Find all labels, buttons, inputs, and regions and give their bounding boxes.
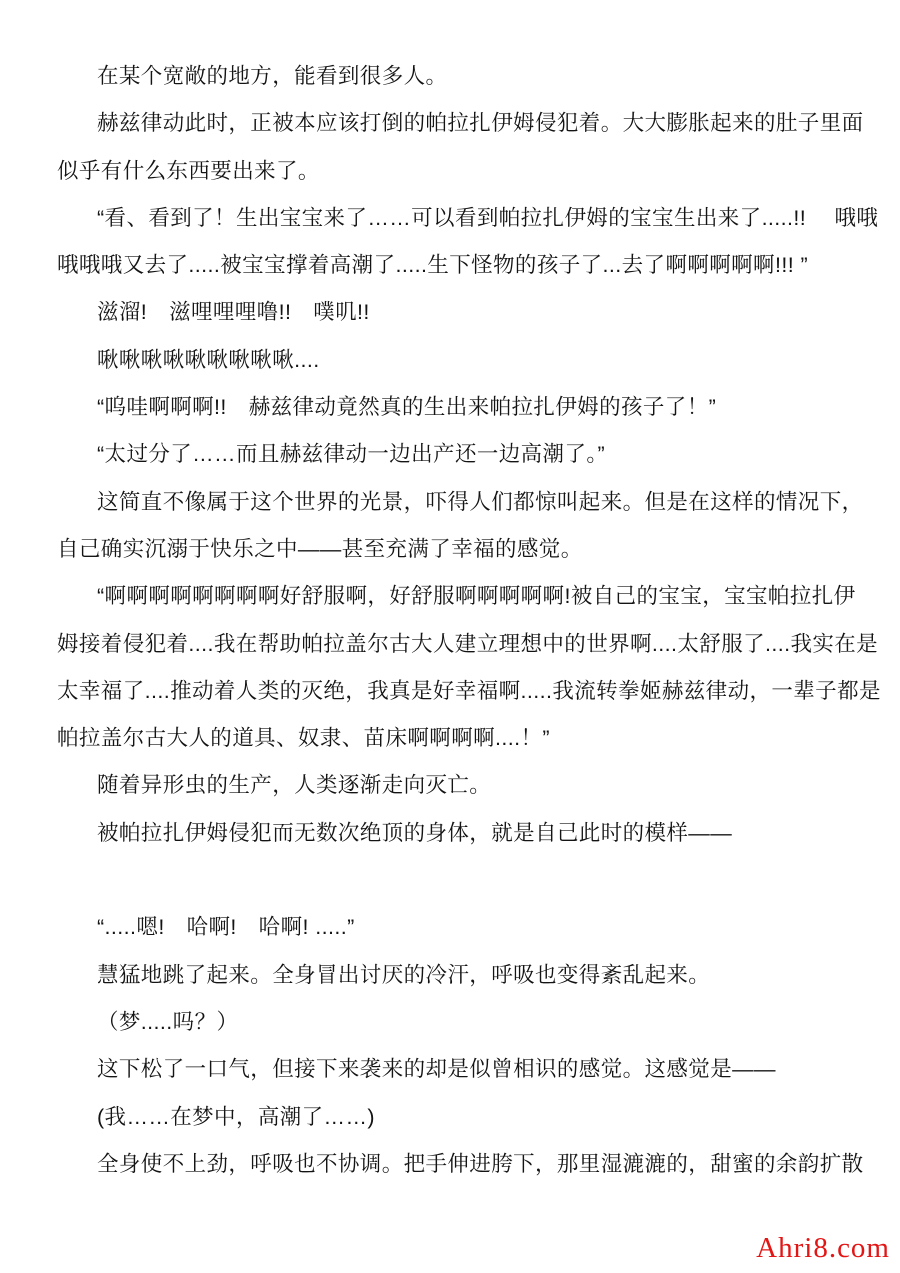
text-line: 哦哦哦又去了.....被宝宝撑着高潮了.....生下怪物的孩子了...去了啊啊啊啊啊!!! ” [57,253,809,278]
text-line: 这下松了一口气，但接下来袭来的却是似曾相识的感觉。这感觉是—— [97,1057,776,1082]
text-line: “.....嗯! 哈啊! 哈啊! .....” [97,915,355,940]
text-line: “看、看到了！生出宝宝来了……可以看到帕拉扎伊姆的宝宝生出来了.....!! 哦哦 [97,205,879,230]
blank-line [57,857,850,904]
text-line: 这简直不像属于这个世界的光景，吓得人们都惊叫起来。但是在这样的情况下， [97,489,864,514]
text-line: 滋溜! 滋哩哩哩噜!! 噗叽!! [97,300,370,325]
text-line: 全身使不上劲，呼吸也不协调。把手伸进胯下，那里湿漉漉的，甜蜜的余韵扩散 [97,1151,864,1176]
text-line: 慧猛地跳了起来。全身冒出讨厌的冷汗，呼吸也变得紊乱起来。 [97,962,711,987]
text-line: 帕拉盖尔古大人的道具、奴隶、苗床啊啊啊啊....！” [57,726,550,751]
text-line: 赫兹律动此时，正被本应该打倒的帕拉扎伊姆侵犯着。大大膨胀起来的肚子里面 [97,111,864,136]
text-line: 自己确实沉溺于快乐之中——甚至充满了幸福的感觉。 [57,536,583,561]
text-line: 被帕拉扎伊姆侵犯而无数次绝顶的身体，就是自己此时的模样—— [97,820,733,845]
text-line: 太幸福了....推动着人类的灭绝，我真是好幸福啊.....我流转拳姬赫兹律动，一辈子都是 [57,678,881,703]
text-line: （梦.....吗？） [97,1009,239,1034]
text-line: 似乎有什么东西要出来了。 [57,158,320,183]
text-line: (我……在梦中，高潮了……) [97,1104,375,1129]
text-line: 姆接着侵犯着....我在帮助帕拉盖尔古大人建立理想中的世界啊....太舒服了....我实在是 [57,631,879,656]
text-line: “啊啊啊啊啊啊啊啊好舒服啊，好舒服啊啊啊啊啊!被自己的宝宝，宝宝帕拉扎伊 [97,584,856,609]
text-line: 在某个宽敞的地方，能看到很多人。 [97,64,448,88]
watermark: Ahri8.com [756,1232,890,1264]
text-body [57,53,881,1188]
text-line: 啾啾啾啾啾啾啾啾啾.... [97,347,320,372]
text-line: “呜哇啊啊啊!! 赫兹律动竟然真的生出来帕拉扎伊姆的孩子了！” [97,395,717,420]
text-line: 随着异形虫的生产，人类逐渐走向灭亡。 [97,773,492,798]
text-line: “太过分了……而且赫兹律动一边出产还一边高潮了。” [97,442,606,467]
